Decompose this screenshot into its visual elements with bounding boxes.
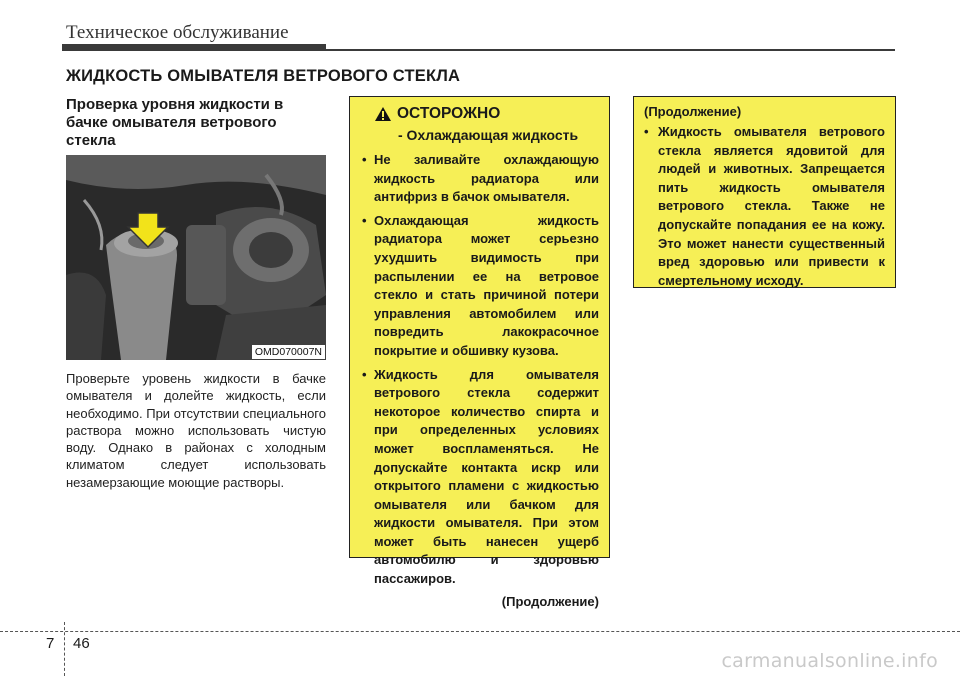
image-code: OMD070007N bbox=[252, 345, 325, 359]
warning-title: ОСТОРОЖНО bbox=[397, 105, 501, 122]
warning-item: • Жидкость для омывателя ветрового стекла содержит некоторое количество спирта и при определенных условиях может воспламеняться. Не допускайте контакта искр или открытого пламени с жидкостью омывателя или бачком для жидкости омывателя. При этом может быть нанесен ущерб автомобилю и здоровью пассажиров. bbox=[362, 366, 599, 589]
header-bar bbox=[62, 44, 326, 51]
continuation-title: (Продолжение) bbox=[644, 104, 742, 119]
warning-list bbox=[362, 151, 599, 589]
warning-item: • Охлаждающая жидкость радиатора может серьезно ухудшить видимость при распылении ее на ветровое стекло и стать причиной потери управления автомобилем или повредить лакокрасочное покрытие и обшивку кузова. bbox=[362, 212, 599, 361]
continuation-list bbox=[644, 123, 885, 290]
footer-divider bbox=[64, 622, 65, 676]
footer-rule bbox=[0, 631, 960, 632]
body-paragraph: Проверьте уровень жидкости в бачке омывателя и долейте жидкость, если необходимо. При отсутствии специального раствора можно использовать чистую воду. Однако в районах с холодным климатом следует использовать незамерзающие моющие растворы. bbox=[66, 371, 326, 490]
washer-reservoir-photo bbox=[66, 155, 326, 360]
warning-continued: (Продолжение) bbox=[501, 593, 599, 609]
warning-subtitle: - Охлаждающая жидкость bbox=[398, 127, 579, 143]
page-number: 46 bbox=[73, 635, 90, 652]
header-rule bbox=[326, 49, 895, 51]
continuation-item: • Жидкость омывателя ветрового стекла является ядовитой для людей и животных. Запрещается пить жидкость омывателя ветрового стекла. Также не допускайте попадания ее на кожу. Это может нанести существенный вред здоровью или привести к смертельному исходу. bbox=[644, 123, 885, 290]
watermark: carmanualsonline.info bbox=[721, 650, 938, 672]
warning-triangle-icon bbox=[374, 106, 392, 122]
continuation-box bbox=[633, 96, 896, 288]
warning-header bbox=[374, 105, 599, 123]
chapter-number: 7 bbox=[46, 635, 55, 652]
section-title: ЖИДКОСТЬ ОМЫВАТЕЛЯ ВЕТРОВОГО СТЕКЛА bbox=[66, 67, 461, 85]
warning-item: • Не заливайте охлаждающую жидкость радиатора или антифриз в бачок омывателя. bbox=[362, 151, 599, 207]
sub-heading: Проверка уровня жидкости в бачке омывателя ветрового стекла bbox=[66, 96, 284, 149]
warning-box bbox=[349, 96, 610, 609]
engine-bay-illustration bbox=[66, 155, 326, 360]
header-title: Техническое обслуживание bbox=[66, 22, 289, 43]
